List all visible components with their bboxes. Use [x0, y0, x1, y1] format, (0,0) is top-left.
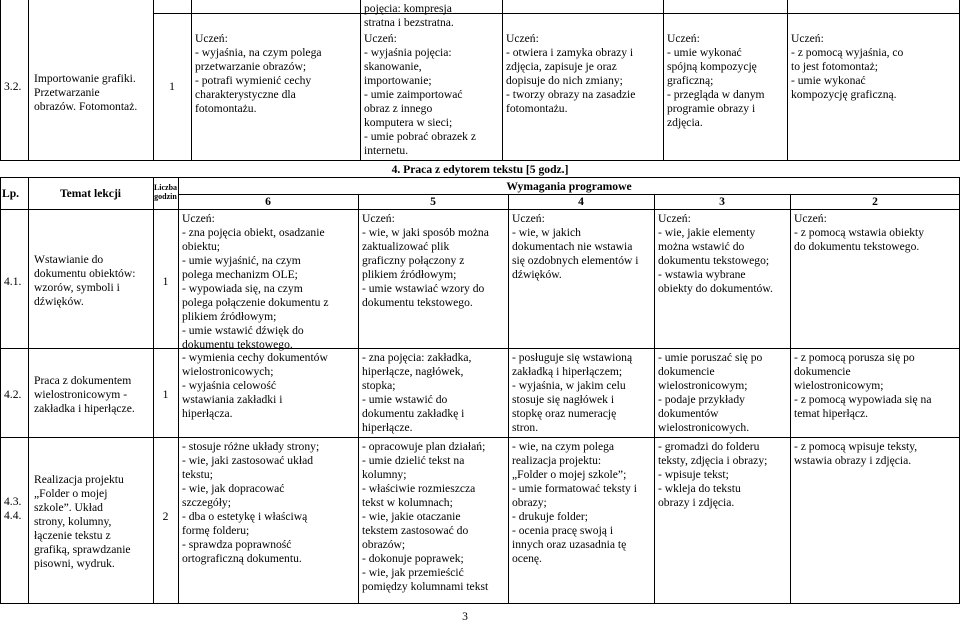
table-border	[191, 0, 192, 161]
requirement-grade-3: - gromadzi do folderu teksty, zdjęcia i obrazy; - wpisuje tekst; - wkleja do tekstu obrazy i zdjęcia.	[658, 440, 768, 509]
header-topic: Temat lekcji	[59, 187, 122, 200]
table-border	[0, 209, 960, 210]
table-border	[790, 194, 791, 604]
table-border	[28, 177, 29, 604]
lesson-hours: 1	[162, 388, 169, 401]
requirement-grade-4: - wie, na czym polega realizacja projektu: „Folder o mojej szkole”; - umie formatować teksty i obrazy; - drukuje folder; - ocenia pracę swoją i innych oraz uzasadnia tę ocenę.	[512, 440, 637, 565]
table-border	[0, 437, 960, 438]
lesson-hours: 1	[162, 275, 169, 288]
lesson-topic: Wstawianie do dokumentu obiektów: wzorów, symboli i dźwięków.	[34, 253, 136, 308]
table-border	[360, 0, 361, 161]
header-grade-2: 2	[872, 195, 878, 208]
section-title: 4. Praca z edytorem tekstu [5 godz.]	[391, 163, 569, 176]
table-border	[28, 0, 29, 161]
requirement-grade-4: - posługuje się wstawioną zakładką i hiperłączem; - wyjaśnia, w jakim celu stosuje się nagłówek i stopkę oraz numerację stron.	[512, 351, 633, 434]
requirement-grade-4: Uczeń: - otwiera i zamyka obrazy i zdjęcia, zapisuje je oraz dopisuje do nich zmiany; - tworzy obrazy na zasadzie fotomontażu.	[506, 32, 636, 115]
requirement-grade-2: Uczeń: - z pomocą wyjaśnia, co to jest fotomontaż; - umie wykonać kompozycję graficzną.	[791, 32, 904, 101]
requirement-grade-5: Uczeń: - wyjaśnia pojęcia: skanowanie, importowanie; - umie zaimportować obraz z innego komputera w sieci; - umie pobrać obrazek z internetu.	[364, 32, 477, 157]
requirement-grade-3: Uczeń: - umie wykonać spójną kompozycję graficzną; - przegląda w danym programie obrazy i zdjęcia.	[667, 32, 765, 129]
lesson-topic: Praca z dokumentem wielostronicowym - zakładka i hiperłącze.	[34, 374, 135, 415]
table-border	[787, 0, 788, 161]
table-border	[502, 0, 503, 161]
lesson-number: 4.3. 4.4.	[4, 495, 22, 522]
requirement-grade-6: - stosuje różne układy strony; - wie, jaki zastosować układ tekstu; - wie, jak dopracować szczegóły; - dba o estetykę i właściwą formę folderu; - sprawdza poprawność ortograficzną dokumentu.	[182, 440, 320, 565]
header-grade-6: 6	[265, 195, 271, 208]
header-lp: Lp.	[2, 187, 20, 200]
requirement-grade-3: - umie poruszać się po dokumencie wielostronicowym; - podaje przykłady dokumentów wielostronicowych.	[658, 351, 763, 434]
table-border	[0, 177, 960, 178]
header-grade-4: 4	[578, 195, 584, 208]
table-border	[153, 13, 959, 14]
lesson-hours: 2	[162, 510, 169, 523]
requirement-grade-2: - z pomocą wpisuje teksty, wstawia obrazy i zdjęcia.	[794, 440, 918, 467]
lesson-topic: Realizacja projektu „Folder o mojej szkole”. Układ strony, kolumny, łączenie tekstu z grafiką, sprawdzanie pisowni, wydruk.	[34, 473, 131, 570]
requirement-grade-2: - z pomocą porusza się po dokumencie wielostronicowym; - z pomocą wypowiada się na temat hiperłącz.	[794, 351, 932, 420]
lesson-number: 4.1.	[4, 275, 22, 288]
table-border	[663, 0, 664, 161]
requirement-grade-2: Uczeń: - z pomocą wstawia obiekty do dokumentu tekstowego.	[794, 212, 925, 253]
lesson-topic: Importowanie grafiki. Przetwarzanie obrazów. Fotomontaż.	[34, 72, 138, 113]
table-border	[0, 603, 960, 604]
requirement-grade-5: Uczeń: - wie, w jaki sposób można zaktualizować plik graficzny połączony z plikiem źródłowym; - umie wstawiać wzory do dokumentu tekstowego.	[362, 212, 489, 309]
header-requirements: Wymagania programowe	[506, 180, 632, 193]
requirement-grade-6: Uczeń: - wyjaśnia, na czym polega przetwarzanie obrazów; - potrafi wymienić cechy charakterystyczne dla fotomontażu.	[195, 32, 322, 115]
table-border	[654, 194, 655, 604]
table-border	[178, 177, 179, 604]
table-border	[0, 177, 1, 604]
table-border	[0, 0, 1, 161]
lesson-hours: 1	[169, 80, 175, 93]
requirement-grade-3: Uczeń: - wie, jakie elementy można wstawić do dokumentu tekstowego; - wstawia wybrane obiekty do dokumentów.	[658, 212, 773, 295]
requirement-grade-6: Uczeń: - zna pojęcia obiekt, osadzanie obiektu; - umie wyjaśnić, na czym polega mechanizm OLE; - wypowiada się, na czym polega połączenie dokumentu z plikiem źródłowym; - umie wstawić dźwięk do dokumentu tekstowego.	[182, 212, 329, 351]
lesson-number: 4.2.	[4, 388, 22, 401]
requirement-grade-4: Uczeń: - wie, w jakich dokumentach nie wstawia się ozdobnych elementów i dźwięków.	[512, 212, 639, 281]
requirement-grade-5-continued: pojęcia: kompresja stratna i bezstratna.	[364, 2, 454, 29]
lesson-number: 3.2.	[4, 80, 22, 93]
requirement-grade-6: - wymienia cechy dokumentów wielostronicowych; - wyjaśnia celowość wstawiania zakładki i hiperłącza.	[182, 351, 328, 420]
table-border	[508, 194, 509, 604]
header-grade-3: 3	[719, 195, 725, 208]
table-border	[0, 348, 960, 349]
requirement-grade-5: - opracowuje plan działań; - umie dzielić tekst na kolumny; - właściwie rozmieszcza tekst w kolumnach; - wie, jakie otaczanie tekstem zastosować do obrazów; - dokonuje poprawek; - wie, jak przemieścić pomiędzy kolumnami tekst	[362, 440, 489, 593]
table-border	[0, 160, 960, 161]
header-hours: Liczba godzin	[153, 183, 178, 201]
header-grade-5: 5	[430, 195, 436, 208]
requirement-grade-5: - zna pojęcia: zakładka, hiperłącze, nagłówek, stopka; - umie wstawić do dokumentu zakładkę i hiperłącze.	[362, 351, 472, 434]
table-border	[358, 194, 359, 604]
page-number: 3	[462, 610, 468, 623]
